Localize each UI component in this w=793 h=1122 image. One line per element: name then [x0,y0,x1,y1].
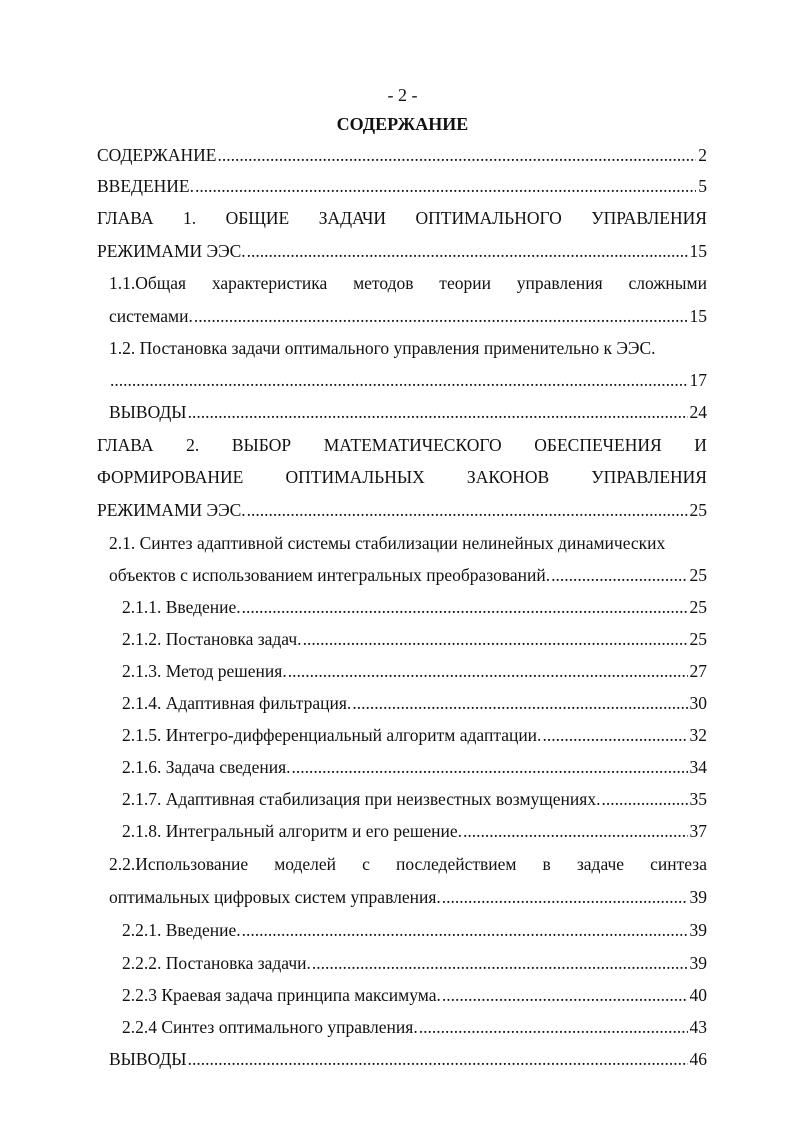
toc-entry-label: оптимальных цифровых систем управления. [109,887,441,907]
toc-section-1-2-heading[interactable] [109,335,707,361]
toc-entry-section-1-2[interactable] [109,367,707,393]
toc-entry-2-2-3[interactable] [122,982,707,1008]
toc-word: УПРАВЛЕНИЯ [591,208,707,228]
page-title: СОДЕРЖАНИЕ [336,114,469,134]
toc-word: ОБЩИЕ [225,208,290,228]
toc-entry-label: 2.1.5. Интегро-дифференциальный алгоритм адаптации. [122,725,542,745]
toc-word: 1. [182,208,197,228]
toc-entry-conclusions-2[interactable] [109,1046,707,1072]
toc-page-number: 25 [689,629,707,649]
toc-page-number: 15 [689,306,707,326]
toc-word: И [694,435,707,455]
toc-entry-conclusions-1[interactable] [109,399,707,425]
toc-entry-2-1-8[interactable] [122,818,707,844]
toc-word: ЗАДАЧИ [318,208,387,228]
toc-page-number: 30 [689,693,707,713]
toc-entry-2-2-4[interactable] [122,1014,707,1040]
toc-page-number: 25 [689,597,707,617]
toc-page-number: 40 [689,985,707,1005]
toc-entry-2-1-1[interactable] [122,594,707,620]
toc-word: ФОРМИРОВАНИЕ [97,467,244,487]
toc-page-number: 17 [689,370,707,390]
toc-leader-dots [110,367,688,393]
toc-leader-dots [217,142,696,168]
toc-word: МАТЕМАТИЧЕСКОГО [323,435,502,455]
toc-entry-label: ВЫВОДЫ [109,1049,187,1069]
toc-section-2-1-heading[interactable] [109,530,707,556]
toc-leader-dots [312,950,688,976]
toc-leader-dots [195,173,696,199]
toc-entry-label: 2.2.1. Введение. [122,920,241,940]
toc-page-number: 5 [698,176,707,196]
toc-word: ОБЕСПЕЧЕНИЯ [534,435,662,455]
toc-leader-dots [247,238,688,264]
toc-word: с [362,854,370,874]
toc-entry-2-2-2[interactable] [122,950,707,976]
toc-entry-contents[interactable] [97,142,707,168]
toc-entry-label: ВЫВОДЫ [109,402,187,422]
toc-entry-section-2-1[interactable] [109,562,707,588]
toc-leader-dots [419,1014,688,1040]
toc-leader-dots [242,594,688,620]
toc-word: 2. [186,435,200,455]
toc-page-number: 46 [689,1049,707,1069]
toc-chapter-1-heading[interactable] [97,205,707,231]
toc-page-number: 35 [689,789,707,809]
toc-leader-dots [188,1046,688,1072]
toc-entry-chapter-1[interactable] [97,238,707,264]
toc-leader-dots [542,722,687,748]
toc-entry-label: 2.2.4 Синтез оптимального управления. [122,1017,418,1037]
toc-word: УПРАВЛЕНИЯ [591,467,707,487]
toc-leader-dots [551,562,687,588]
toc-entry-label: 2.1.8. Интегральный алгоритм и его решение. [122,821,462,841]
toc-entry-2-1-5[interactable] [122,722,707,748]
toc-word: ГЛАВА [97,208,154,228]
toc-leader-dots [247,497,688,523]
toc-word: ОПТИМАЛЬНОГО [415,208,562,228]
toc-entry-label: 1.2. Постановка задачи оптимального управления применительно к ЭЭС. [109,338,656,358]
toc-page-number: 27 [689,661,707,681]
toc-page-number: 15 [689,241,707,261]
toc-entry-label: 2.1.7. Адаптивная стабилизация при неизвестных возмущениях. [122,789,601,809]
toc-section-2-2-heading[interactable] [109,851,707,877]
toc-entry-label: 2.2.3 Краевая задача принципа максимума. [122,985,441,1005]
toc-word: ОПТИМАЛЬНЫХ [285,467,425,487]
toc-entry-2-2-1[interactable] [122,917,707,943]
toc-word: методов [353,273,414,293]
toc-word: ГЛАВА [97,435,154,455]
toc-chapter-2-heading-line-1[interactable] [97,432,707,458]
toc-leader-dots [188,399,688,425]
toc-word: 2.2.Использование [109,854,249,874]
toc-leader-dots [194,303,688,329]
toc-entry-label: 2.1.3. Метод решения. [122,661,287,681]
toc-word: характеристика [211,273,328,293]
toc-page-number: 39 [689,887,707,907]
toc-entry-label: 2.1.6. Задача сведения. [122,757,291,777]
toc-leader-dots [352,690,687,716]
toc-page-number: 25 [689,565,707,585]
toc-word: управления [516,273,603,293]
toc-word: сложными [628,273,707,293]
toc-entry-label: 2.1.2. Постановка задач. [122,629,302,649]
toc-word: моделей [274,854,337,874]
toc-entry-2-1-4[interactable] [122,690,707,716]
toc-word: синтеза [650,854,707,874]
toc-entry-section-1-1[interactable] [109,303,707,329]
toc-entry-introduction[interactable] [97,173,707,199]
toc-leader-dots [442,884,688,910]
toc-page-number: 37 [689,821,707,841]
page-number: - 2 - [387,85,418,105]
toc-leader-dots [601,786,687,812]
toc-entry-label: РЕЖИМАМИ ЭЭС. [97,500,246,520]
toc-word: теории [439,273,491,293]
toc-entry-label: ВВЕДЕНИЕ. [97,176,195,196]
toc-page-number: 34 [689,757,707,777]
toc-word: последействием [395,854,517,874]
toc-chapter-2-heading-line-2[interactable] [97,464,707,490]
toc-entry-label: РЕЖИМАМИ ЭЭС. [97,241,246,261]
toc-entry-label: 2.1.1. Введение. [122,597,241,617]
toc-leader-dots [303,626,688,652]
toc-leader-dots [463,818,688,844]
toc-leader-dots [242,917,688,943]
toc-page-number: 43 [689,1017,707,1037]
toc-word: в [542,854,551,874]
toc-leader-dots [288,658,688,684]
toc-entry-2-1-7[interactable] [122,786,707,812]
toc-leader-dots [292,754,688,780]
toc-word: 1.1.Общая [109,273,187,293]
toc-entry-label: 2.1. Синтез адаптивной системы стабилизации нелинейных динамических [109,533,666,553]
toc-entry-label: системами. [109,306,193,326]
toc-entry-label: СОДЕРЖАНИЕ [97,145,217,165]
toc-word: ЗАКОНОВ [466,467,550,487]
toc-word: ВЫБОР [231,435,292,455]
toc-entry-2-1-3[interactable] [122,658,707,684]
toc-page-number: 39 [689,953,707,973]
toc-leader-dots [442,982,688,1008]
toc-word: задаче [576,854,625,874]
toc-entry-label: 2.2.2. Постановка задачи. [122,953,311,973]
toc-page-number: 2 [698,145,707,165]
toc-entry-2-1-6[interactable] [122,754,707,780]
toc-page-number: 32 [689,725,707,745]
toc-entry-label: объектов с использованием интегральных преобразований. [109,565,551,585]
toc-page-number: 24 [689,402,707,422]
toc-entry-label: 2.1.4. Адаптивная фильтрация. [122,693,352,713]
toc-section-1-1-heading[interactable] [109,270,707,296]
toc-entry-chapter-2[interactable] [97,497,707,523]
toc-page-number: 39 [689,920,707,940]
toc-entry-section-2-2[interactable] [109,884,707,910]
toc-page-number: 25 [689,500,707,520]
toc-entry-2-1-2[interactable] [122,626,707,652]
